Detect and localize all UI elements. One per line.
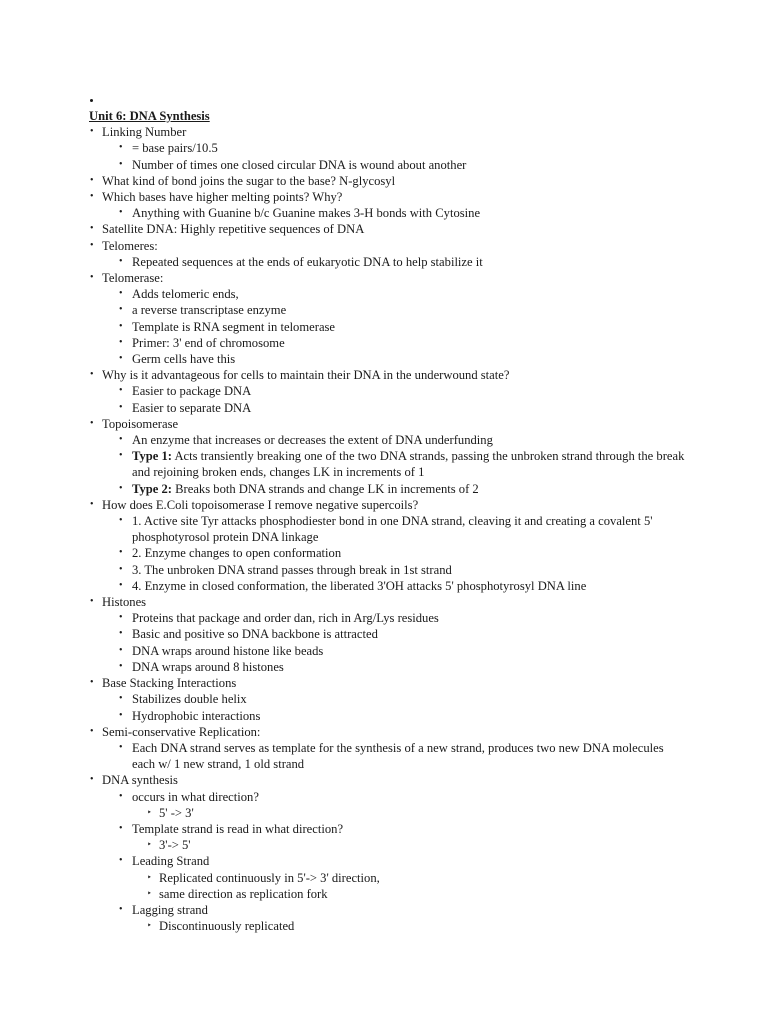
outline-sublist — [88, 870, 688, 902]
item-text: Adds telomeric ends, — [132, 287, 239, 302]
bullet-marker: • — [119, 207, 123, 219]
outline-sublist — [88, 140, 688, 172]
outline-item-level-2 — [88, 610, 688, 626]
bullet-marker: • — [119, 612, 123, 624]
bullet-marker: • — [119, 563, 123, 575]
outline-item-level-2 — [88, 578, 688, 594]
item-text: 3. The unbroken DNA strand passes through break in 1st strand — [132, 562, 452, 577]
outline-item-level-2 — [88, 513, 688, 545]
item-text: same direction as replication fork — [159, 886, 328, 901]
bullet-marker: • — [119, 644, 123, 656]
document-title: Unit 6: DNA Synthesis — [89, 109, 210, 123]
bullet-marker: • — [119, 579, 123, 591]
bullet-marker: • — [90, 596, 94, 608]
outline-item-level-2 — [88, 286, 688, 302]
outline-item-level-2 — [88, 254, 688, 270]
item-text: Hydrophobic interactions — [132, 708, 261, 723]
outline-item-level-2 — [88, 545, 688, 561]
item-text: Histones — [102, 595, 147, 610]
bullet-marker: • — [90, 239, 94, 251]
item-text: Acts transiently breaking one of the two DNA strands, passing the unbroken strand through the break and rejoining broken ends, changes LK in increments of 1 — [132, 449, 685, 480]
item-text: Each DNA strand serves as template for the synthesis of a new strand, produces two new DNA molecules each w/ 1 new strand, 1 old strand — [132, 740, 664, 772]
outline-item-level-2 — [88, 335, 688, 351]
item-text: occurs in what direction? — [132, 789, 259, 804]
bullet-marker: • — [119, 336, 123, 348]
outline-sublist — [88, 837, 688, 853]
bullet-marker: • — [90, 725, 94, 737]
outline-item-level-2 — [88, 400, 688, 416]
item-text: Repeated sequences at the ends of eukaryotic DNA to help stabilize it — [132, 254, 483, 269]
bullet-marker: • — [90, 174, 94, 186]
item-text: Proteins that package and order dan, rich in Arg/Lys residues — [132, 611, 439, 626]
bullet-marker: • — [119, 482, 123, 494]
bullet-marker: • — [119, 628, 123, 640]
outline-item-level-1 — [88, 367, 688, 383]
outline-item-level-3 — [88, 870, 688, 886]
item-text: Satellite DNA: Highly repetitive sequences of DNA — [102, 222, 365, 237]
outline-item-level-1 — [88, 724, 688, 740]
bullet-marker: ‣ — [147, 807, 152, 817]
item-text: Lagging strand — [132, 902, 208, 917]
outline-item-level-1 — [88, 675, 688, 691]
bullet-marker: • — [119, 142, 123, 154]
outline-sublist — [88, 383, 688, 415]
item-text: Easier to package DNA — [132, 384, 252, 399]
item-text: Leading Strand — [132, 854, 210, 869]
item-text: Easier to separate DNA — [132, 400, 252, 415]
outline-item-level-1 — [88, 594, 688, 610]
outline-item-level-2 — [88, 351, 688, 367]
outline-item-level-1 — [88, 772, 688, 788]
bullet-marker: • — [119, 693, 123, 705]
outline-item-level-2 — [88, 821, 688, 837]
outline-item-level-1 — [88, 238, 688, 254]
outline-item-level-2 — [88, 902, 688, 918]
outline-item-level-2 — [88, 432, 688, 448]
item-text: 5' -> 3' — [159, 805, 194, 820]
bullet-marker: • — [119, 385, 123, 397]
item-text: Breaks both DNA strands and change LK in increments of 2 — [172, 481, 479, 496]
outline-item-level-2 — [88, 740, 688, 772]
outline-item-level-1 — [88, 497, 688, 513]
outline-item-level-2 — [88, 562, 688, 578]
bullet-marker: ‣ — [147, 840, 152, 850]
outline-item-level-2 — [88, 302, 688, 318]
bullet-marker: • — [90, 272, 94, 284]
item-text: 2. Enzyme changes to open conformation — [132, 546, 342, 561]
outline-item-level-1 — [88, 416, 688, 432]
outline-sublist — [88, 805, 688, 821]
document-body — [88, 100, 688, 934]
outline-sublist — [88, 610, 688, 675]
item-text: DNA wraps around 8 histones — [132, 659, 284, 674]
outline-item-level-1 — [88, 189, 688, 205]
outline-item-level-2 — [88, 448, 688, 480]
item-text: Base Stacking Interactions — [102, 676, 237, 691]
item-text: 4. Enzyme in closed conformation, the liberated 3'OH attacks 5' phosphotyrosyl DNA line — [132, 578, 587, 593]
outline-item-level-3 — [88, 918, 688, 934]
item-text: DNA wraps around histone like beads — [132, 643, 324, 658]
outline-sublist — [88, 205, 688, 221]
item-text: Telomeres: — [102, 238, 158, 253]
outline-item-level-2 — [88, 659, 688, 675]
bullet-marker: • — [119, 547, 123, 559]
item-text: Why is it advantageous for cells to maintain their DNA in the underwound state? — [102, 368, 510, 383]
outline-item-level-2 — [88, 481, 688, 497]
item-text: Replicated continuously in 5'-> 3' direction, — [159, 870, 380, 885]
outline-item-level-1 — [88, 173, 688, 189]
item-text: Germ cells have this — [132, 352, 236, 367]
outline-sublist — [88, 740, 688, 772]
item-text: Basic and positive so DNA backbone is attracted — [132, 627, 378, 642]
item-text: Telomerase: — [102, 271, 164, 286]
item-text: = base pairs/10.5 — [132, 141, 218, 156]
bullet-marker: • — [119, 401, 123, 413]
bullet-marker: • — [119, 304, 123, 316]
outline-item-level-2 — [88, 140, 688, 156]
item-text: Which bases have higher melting points? Why? — [102, 190, 343, 204]
outline-item-level-2 — [88, 157, 688, 173]
item-text: Number of times one closed circular DNA is wound about another — [132, 157, 467, 172]
bullet-marker: • — [90, 677, 94, 689]
bullet-marker: • — [90, 126, 94, 138]
item-text: 1. Active site Tyr attacks phosphodiester bond in one DNA strand, cleaving it and creating a covalent 5' phosphotyrosol protein DNA linkage — [132, 514, 653, 545]
bullet-marker: • — [90, 417, 94, 429]
item-text: DNA synthesis — [102, 773, 178, 788]
item-text: Anything with Guanine b/c Guanine makes 3-H bonds with Cytosine — [132, 206, 481, 221]
bullet-marker: • — [90, 223, 94, 235]
item-text: Semi-conservative Replication: — [102, 724, 261, 739]
bullet-marker: ‣ — [147, 872, 152, 882]
outline-sublist — [88, 691, 688, 723]
bullet-marker: • — [119, 855, 123, 867]
bullet-marker: • — [119, 709, 123, 721]
item-text: Discontinuously replicated — [159, 919, 295, 934]
item-text: Linking Number — [102, 125, 187, 140]
item-text: Primer: 3' end of chromosome — [132, 335, 285, 350]
item-text: Topoisomerase — [102, 416, 179, 431]
bullet-marker: ‣ — [147, 888, 152, 898]
bullet-marker: ‣ — [147, 921, 152, 931]
bullet-marker: • — [119, 353, 123, 365]
bullet-marker: • — [119, 515, 123, 527]
outline-item-level-3 — [88, 837, 688, 853]
outline-sublist — [88, 254, 688, 270]
outline-item-level-2 — [88, 708, 688, 724]
outline-item-level-2 — [88, 643, 688, 659]
outline-item-level-1 — [88, 124, 688, 140]
bullet-marker: • — [90, 498, 94, 510]
bullet-marker: • — [119, 822, 123, 834]
bullet-marker: • — [90, 369, 94, 381]
outline-sublist — [88, 432, 688, 497]
item-text: 3'-> 5' — [159, 838, 191, 853]
outline-sublist — [88, 789, 688, 935]
bullet-marker: • — [119, 450, 123, 462]
bullet-marker: • — [90, 774, 94, 786]
outline-sublist — [88, 286, 688, 367]
outline-item-level-2 — [88, 853, 688, 869]
outline-sublist — [88, 918, 688, 934]
outline-list — [88, 124, 688, 934]
item-text: An enzyme that increases or decreases the extent of DNA underfunding — [132, 433, 493, 448]
outline-item-level-1 — [88, 221, 688, 237]
bullet-marker: • — [90, 191, 94, 202]
bullet-marker: • — [119, 158, 123, 170]
item-bold-label: Type 1: — [132, 449, 172, 464]
item-text: What kind of bond joins the sugar to the base? N-glycosyl — [102, 173, 396, 188]
item-text: How does E.Coli topoisomerase I remove negative supercoils? — [102, 497, 419, 512]
outline-item-level-2 — [88, 626, 688, 642]
outline-item-level-2 — [88, 383, 688, 399]
item-text: Stabilizes double helix — [132, 692, 247, 707]
outline-sublist — [88, 513, 688, 594]
item-text: Template strand is read in what direction? — [132, 821, 344, 836]
outline-item-level-3 — [88, 886, 688, 902]
outline-item-level-2 — [88, 789, 688, 805]
item-text: a reverse transcriptase enzyme — [132, 303, 287, 318]
bullet-marker: • — [119, 790, 123, 802]
bullet-marker: • — [119, 660, 123, 672]
bullet-marker: • — [119, 255, 123, 267]
outline-item-level-3 — [88, 805, 688, 821]
bullet-marker: • — [119, 741, 123, 753]
outline-item-level-2 — [88, 205, 688, 221]
bullet-marker: • — [119, 320, 123, 332]
outline-item-level-2 — [88, 691, 688, 707]
outline-item-level-1 — [88, 270, 688, 286]
bullet-marker: • — [119, 288, 123, 300]
item-bold-label: Type 2: — [132, 481, 172, 496]
outline-item-level-2 — [88, 319, 688, 335]
bullet-marker: • — [119, 903, 123, 915]
bullet-marker: • — [119, 434, 123, 446]
item-text: Template is RNA segment in telomerase — [132, 319, 336, 334]
